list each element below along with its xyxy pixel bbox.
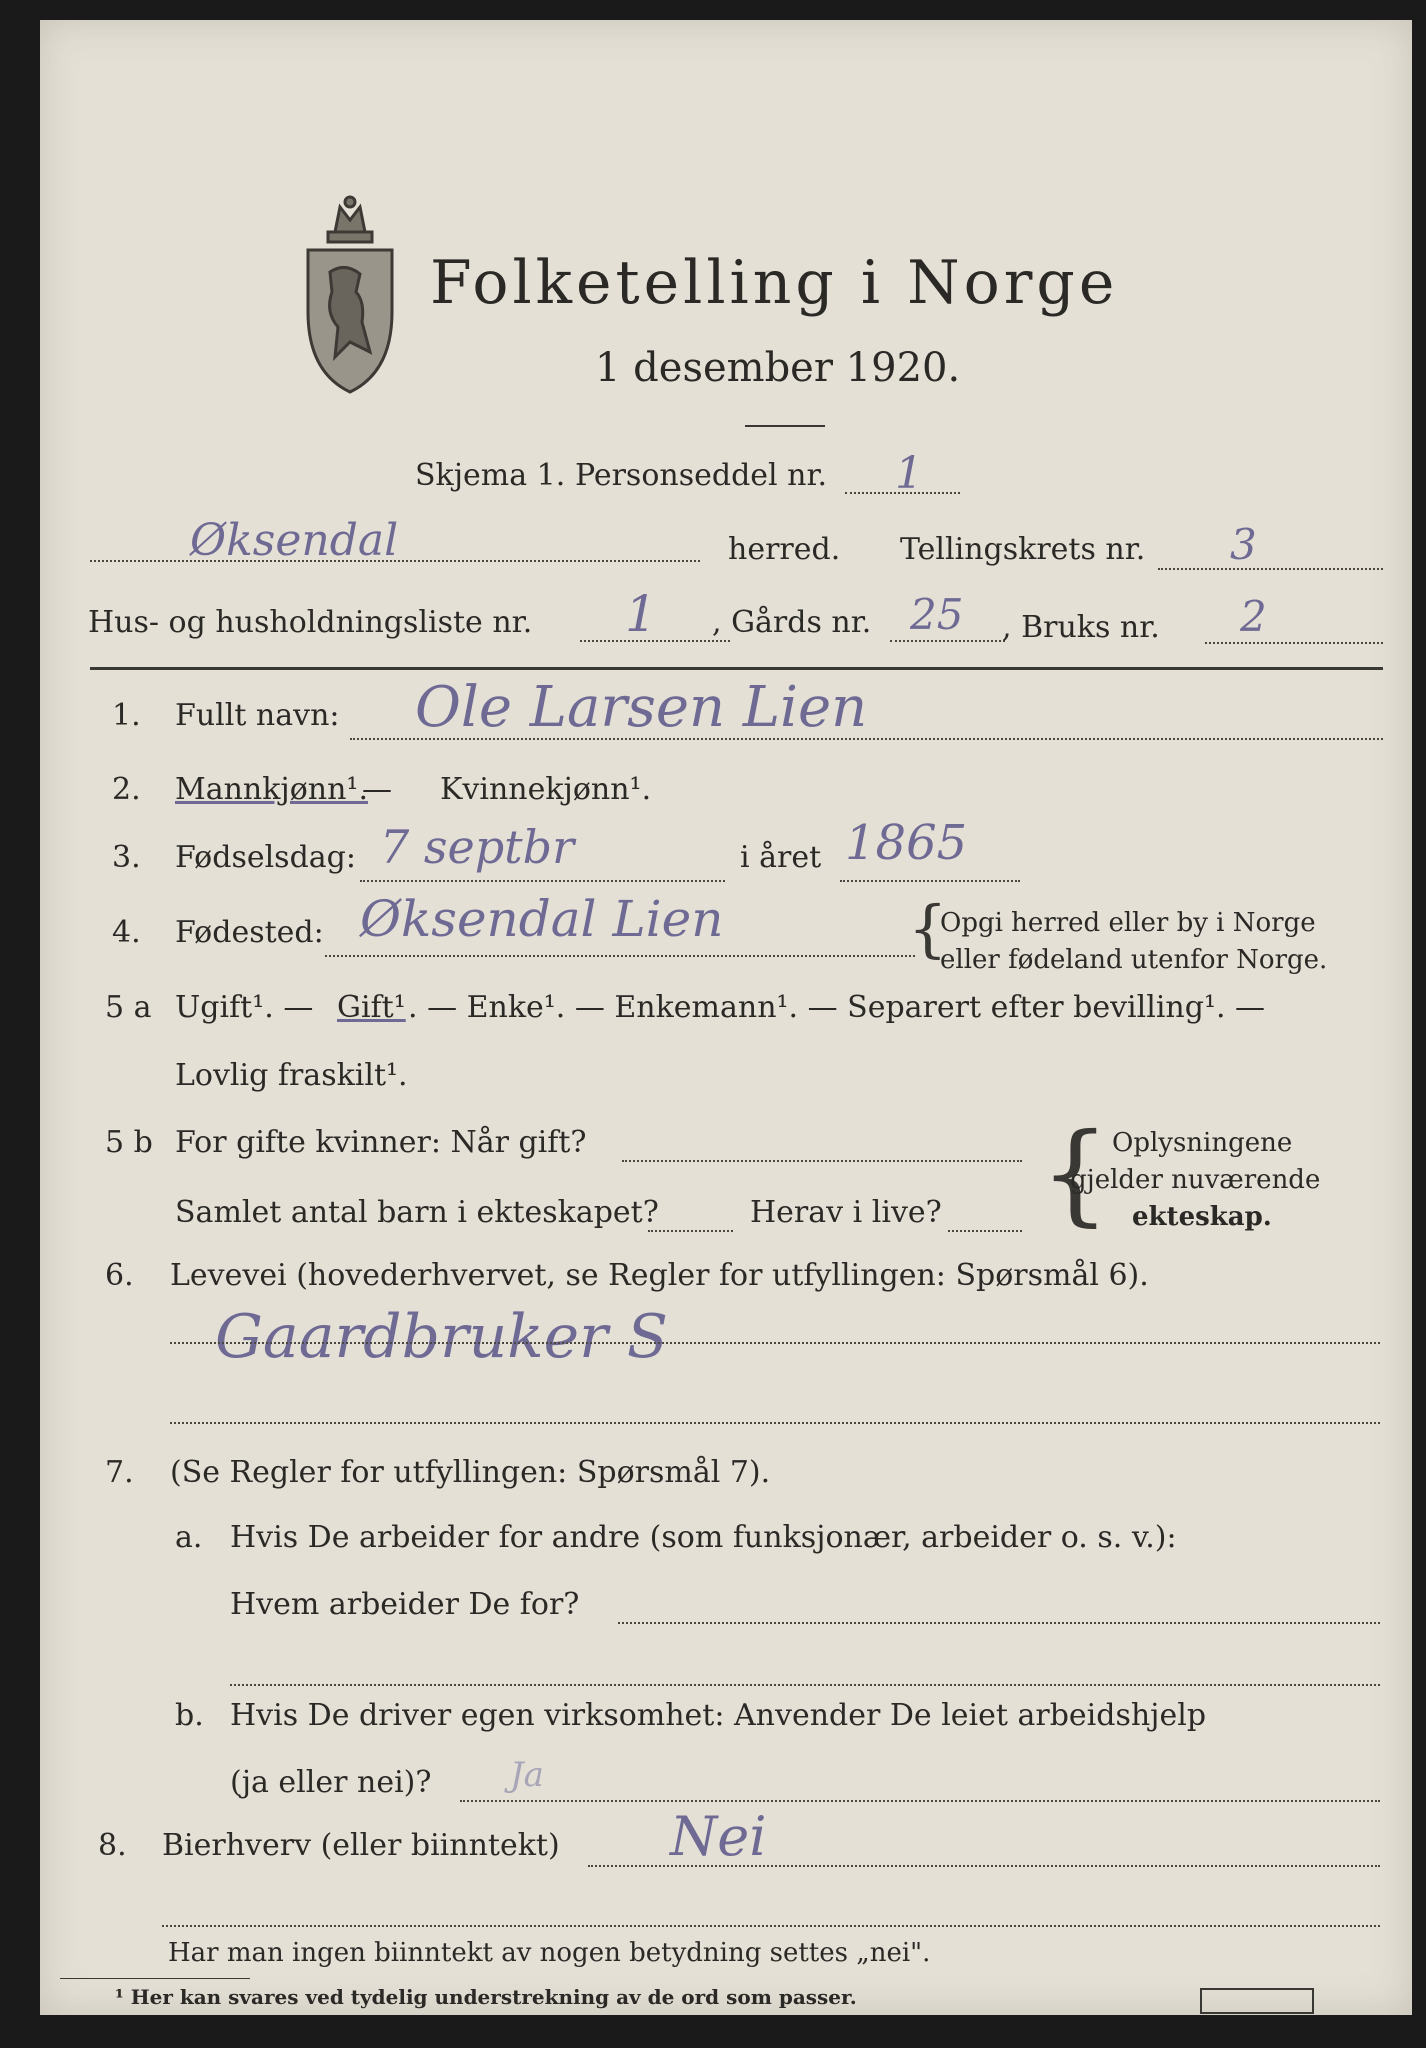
census-form xyxy=(40,20,1412,2015)
census-date: 1 desember 1920. xyxy=(595,345,961,391)
personseddel-value: 1 xyxy=(895,448,923,499)
q3-label: Fødselsdag: xyxy=(175,840,356,875)
q7a-line2: Hvem arbeider De for? xyxy=(230,1587,580,1622)
q1-label: Fullt navn: xyxy=(175,698,340,733)
q5a-number: 5 a xyxy=(105,990,152,1025)
norwegian-coat-of-arms-icon xyxy=(290,192,410,402)
q5b-naar-gift-line xyxy=(622,1160,1022,1162)
q7a-answer-line1 xyxy=(618,1622,1380,1624)
footnote: ¹ Her kan svares ved tydelig understrekning av de ord som passer. xyxy=(115,1985,857,2009)
q6-line1 xyxy=(170,1342,1380,1344)
q8-label: Bierhverv (eller biinntekt) xyxy=(162,1828,560,1863)
q7a-letter: a. xyxy=(175,1520,203,1555)
q6-line2 xyxy=(170,1422,1380,1424)
q5a-ugift: Ugift¹. — xyxy=(175,990,314,1025)
q5b-barn-line xyxy=(648,1230,733,1232)
q1-value: Ole Larsen Lien xyxy=(415,675,868,740)
bruks-line xyxy=(1205,642,1383,644)
q6-value: Gaardbruker S xyxy=(215,1302,669,1372)
q5b-i-live: Herav i live? xyxy=(750,1195,942,1230)
q4-value: Øksendal Lien xyxy=(360,890,724,948)
printer-stamp xyxy=(1200,1988,1314,2014)
q2-mannkjonn: Mannkjønn¹. xyxy=(175,772,368,807)
gards-line xyxy=(890,640,1005,642)
q5b-naar-gift: For gifte kvinner: Når gift? xyxy=(175,1125,587,1160)
q4-note-line2: eller fødeland utenfor Norge. xyxy=(940,945,1328,975)
footnote-rule xyxy=(60,1978,250,1979)
q7a-line1: Hvis De arbeider for andre (som funksjonær, arbeider o. s. v.): xyxy=(230,1520,1177,1555)
hus-value: 1 xyxy=(625,585,657,643)
q5b-barn: Samlet antal barn i ekteskapet? xyxy=(175,1195,659,1230)
q5b-note-line1: Oplysningene xyxy=(1112,1128,1293,1158)
q7-number: 7. xyxy=(105,1455,134,1490)
q7b-value: Ja xyxy=(510,1755,544,1795)
q5b-brace: { xyxy=(1040,1109,1110,1237)
q3-value: 7 septbr xyxy=(380,820,575,874)
herred-value: Øksendal xyxy=(190,515,399,566)
q8-value: Nei xyxy=(670,1805,767,1868)
q1-number: 1. xyxy=(112,698,141,733)
q4-label: Fødested: xyxy=(175,915,324,950)
q6-label: Levevei (hovederhvervet, se Regler for utfyllingen: Spørsmål 6). xyxy=(170,1258,1149,1293)
q2-kvinnekjonn: Kvinnekjønn¹. xyxy=(440,772,652,807)
tellingskrets-label: Tellingskrets nr. xyxy=(900,532,1146,567)
q4-line xyxy=(325,955,915,957)
q7-label: (Se Regler for utfyllingen: Spørsmål 7). xyxy=(170,1455,771,1490)
herred-label: herred. xyxy=(728,532,841,567)
q3-line xyxy=(360,880,725,882)
form-title: Folketelling i Norge xyxy=(430,248,1119,318)
q8-line2 xyxy=(162,1925,1380,1927)
q4-brace: { xyxy=(908,892,948,965)
q6-number: 6. xyxy=(105,1258,134,1293)
hus-label: Hus- og husholdningsliste nr. xyxy=(88,605,533,640)
q5b-number: 5 b xyxy=(105,1125,153,1160)
q7b-line2: (ja eller nei)? xyxy=(230,1765,432,1800)
header-rule xyxy=(90,667,1383,670)
q5b-i-live-line xyxy=(948,1230,1022,1232)
q2-separator: — xyxy=(362,772,392,807)
q2-number: 2. xyxy=(112,772,141,807)
q7b-answer-line xyxy=(460,1800,1380,1802)
personseddel-label: Personseddel nr. xyxy=(575,458,828,493)
q5a-gift: Gift¹ xyxy=(337,990,406,1025)
q7b-line1: Hvis De driver egen virksomhet: Anvender De leiet arbeidshjelp xyxy=(230,1698,1207,1733)
q3-aar-value: 1865 xyxy=(845,815,968,871)
q8-number: 8. xyxy=(98,1828,127,1863)
q3-number: 3. xyxy=(112,840,141,875)
bruks-label: , Bruks nr. xyxy=(1002,610,1160,645)
q4-number: 4. xyxy=(112,915,141,950)
q7b-letter: b. xyxy=(175,1698,204,1733)
bruks-value: 2 xyxy=(1240,592,1267,641)
gards-label: , Gårds nr. xyxy=(712,605,872,640)
q7a-answer-line2 xyxy=(230,1684,1380,1686)
skjema-label: Skjema 1. xyxy=(415,458,566,493)
q5a-fraskilt: Lovlig fraskilt¹. xyxy=(175,1058,408,1093)
q3-aar-label: i året xyxy=(740,840,822,875)
footer-note: Har man ingen biinntekt av nogen betydning settes „nei". xyxy=(168,1938,931,1968)
q5b-note-line2: gjelder nuværende xyxy=(1070,1165,1321,1195)
title-divider xyxy=(745,425,825,427)
tellingskrets-value: 3 xyxy=(1230,520,1257,569)
q5a-rest: . — Enke¹. — Enkemann¹. — Separert efter bevilling¹. — xyxy=(408,990,1266,1025)
q3-aar-line xyxy=(840,880,1020,882)
q5b-note-line3: ekteskap. xyxy=(1132,1202,1272,1232)
tellingskrets-line xyxy=(1158,568,1383,570)
gards-value: 25 xyxy=(910,590,964,639)
q4-note-line1: Opgi herred eller by i Norge xyxy=(940,908,1316,938)
